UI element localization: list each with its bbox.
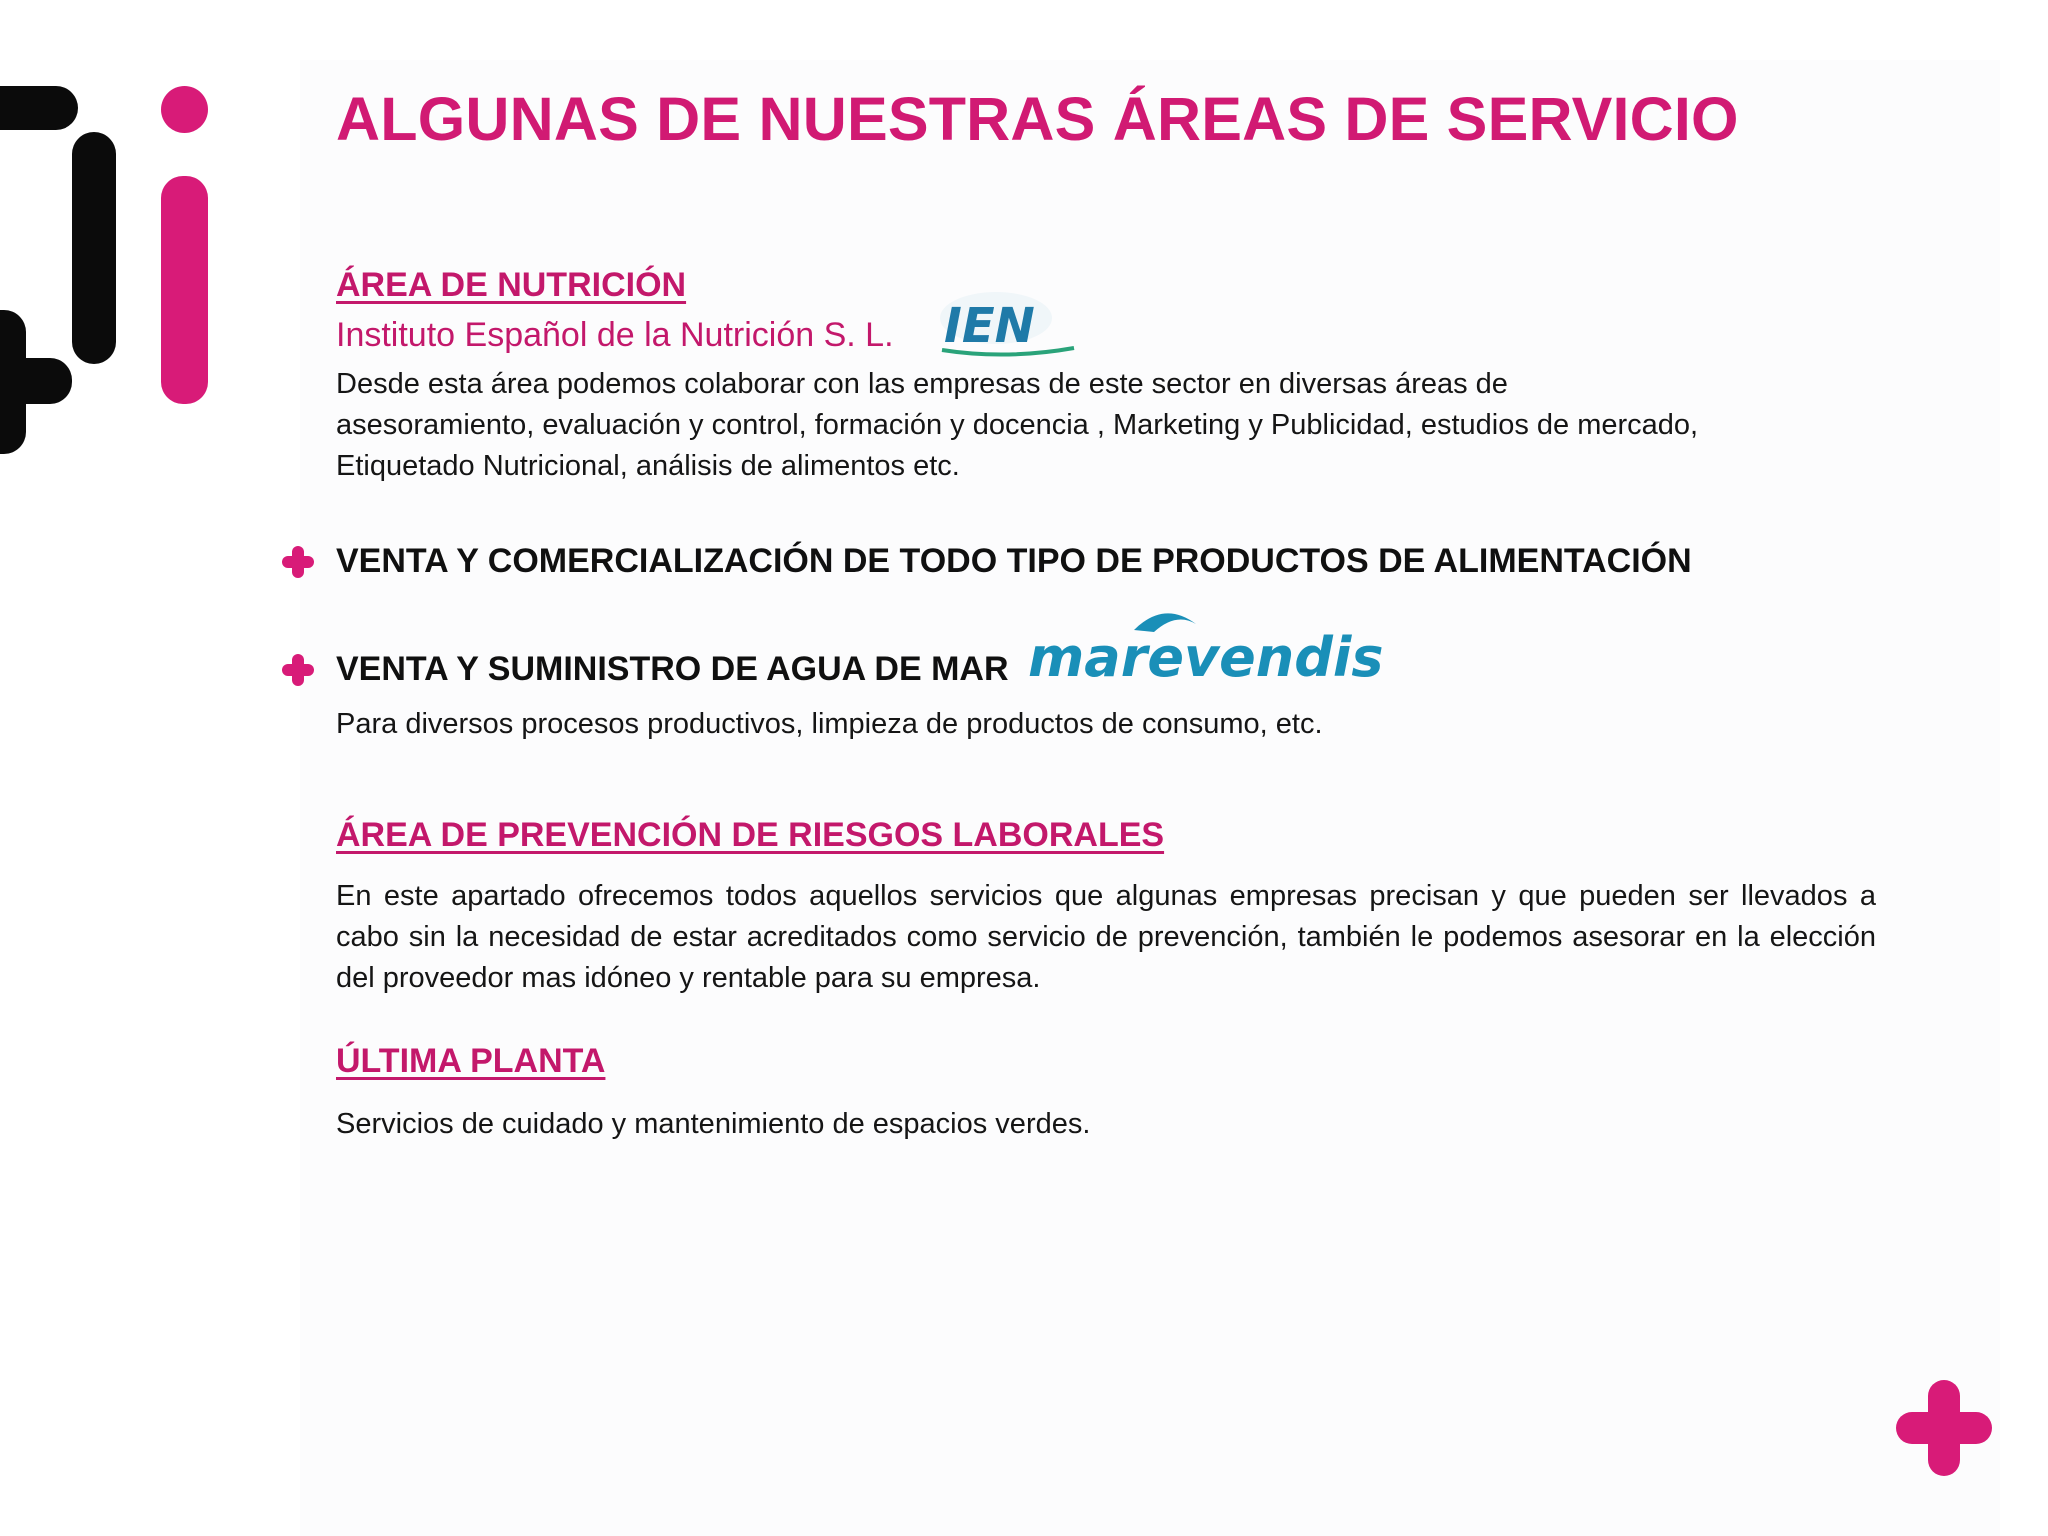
- ien-logo-icon: [936, 290, 1078, 364]
- marevendis-logo-icon: [1026, 604, 1384, 696]
- bullet-item: [280, 650, 1009, 689]
- plus-bullet-icon: [280, 544, 316, 580]
- seawater-body: Para diversos procesos productivos, limpieza de productos de consumo, etc.: [336, 708, 1323, 740]
- marevendis-logo-text: marevendis: [1028, 626, 1384, 689]
- bullet-text: VENTA Y SUMINISTRO DE AGUA DE MAR: [336, 650, 1009, 688]
- ultima-body: Servicios de cuidado y mantenimiento de espacios verdes.: [336, 1108, 1091, 1140]
- bullet-text: VENTA Y COMERCIALIZACIÓN DE TODO TIPO DE PRODUCTOS DE ALIMENTACIÓN: [336, 542, 1692, 580]
- nutrition-body-line: Desde esta área podemos colaborar con las empresas de este sector en diversas áreas de: [336, 368, 1508, 400]
- prevention-body: En este apartado ofrecemos todos aquellos servicios que algunas empresas precisan y que pueden ser llevados a cabo sin la necesidad de estar acreditados como servicio de prevención, también le podemos asesorar en la elección del proveedor mas idóneo y rentable para su empresa.: [336, 880, 1876, 994]
- nutrition-subtitle: Instituto Español de la Nutrición S. L.: [336, 316, 894, 354]
- nutrition-body-line: asesoramiento, evaluación y control, formación y docencia , Marketing y Publicidad, estudios de mercado,: [336, 409, 1699, 441]
- plus-bullet-icon: [280, 652, 316, 688]
- nutrition-body-line: Etiquetado Nutricional, análisis de alimentos etc.: [336, 450, 960, 482]
- plus-corner-icon: [1894, 1378, 1994, 1478]
- nutrition-heading: ÁREA DE NUTRICIÓN: [336, 266, 687, 304]
- ultima-heading: ÚLTIMA PLANTA: [336, 1042, 606, 1080]
- bullet-item: [280, 542, 1692, 581]
- page-title: ALGUNAS DE NUESTRAS ÁREAS DE SERVICIO: [336, 85, 1739, 153]
- ien-logo-text: IEN: [944, 298, 1035, 354]
- nutrition-body: [336, 364, 1698, 487]
- prevention-heading: ÁREA DE PREVENCIÓN DE RIESGOS LABORALES: [336, 816, 1165, 854]
